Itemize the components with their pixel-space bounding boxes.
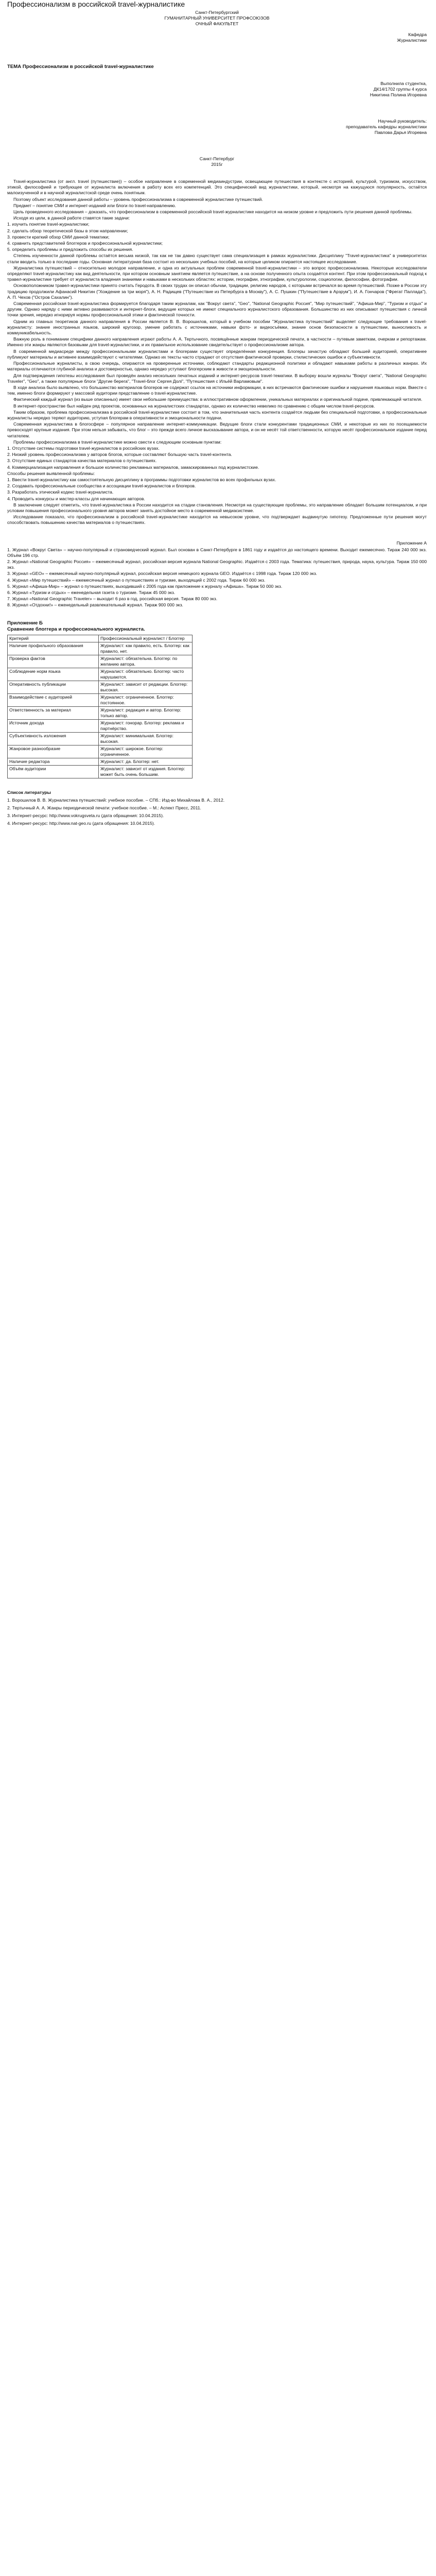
table-row <box>8 668 193 681</box>
appendix-a-item: 4. Журнал «Мир путешествий» – ежемесячный журнал о путешествиях и туризме, выходящий с 2002 года. Тираж 60 000 экз. <box>7 577 266 583</box>
paragraph: Для подтверждения гипотезы исследования был проведён анализ нескольких печатных изданий и интернет-ресурсов travel-тематики. В выборку вошли журналы "Вокруг света", "National Geographic Traveler", "Geo", а также популярные блоги "Другие берега", "Travel-блог Сергея Долі", "Путешествия с Ильёй Варламовым". <box>7 372 427 384</box>
table-row <box>8 706 193 719</box>
table-cell-criterion: Проверка фактов <box>8 655 99 668</box>
appendix-a-label: Приложение А <box>396 540 427 546</box>
appendix-a-item: 6. Журнал «Туризм и отдых» – еженедельная газета о туризме. Тираж 45 000 экз. <box>7 590 176 595</box>
university-header <box>7 10 427 27</box>
paragraph: Проблемы профессионализма в travel-журналистике можно свести к следующим основным пунктам: <box>13 439 222 445</box>
table-cell-criterion: Взаимодействие с аудиторией <box>8 693 99 706</box>
table-cell-criterion: Субъективность изложения <box>8 732 99 745</box>
table-cell-value: Журналист: зависит от издания. Блоггер: может быть очень большим. <box>99 765 193 778</box>
author-line: ДК14/1702 группы 4 курса <box>373 87 427 92</box>
conclusion-section <box>7 502 427 526</box>
task-item: 3. провести краткий обзор СМИ данной тематики; <box>7 234 110 240</box>
solutions-heading: Способы решения выявленной проблемы: <box>7 470 95 476</box>
solution-item: 3. Разработать этический кодекс travel-журналиста. <box>7 489 114 495</box>
advisor-line: преподаватель кафедры журналистики <box>345 124 427 129</box>
table-row <box>8 765 193 778</box>
header-line: ОЧНЫЙ ФАКУЛЬТЕТ <box>195 21 239 26</box>
table-cell-criterion: Ответственность за материал <box>8 706 99 719</box>
table-cell-criterion: Жанровое разнообразие <box>8 745 99 758</box>
topic-heading: ТЕМА Профессионализм в российской travel-журналистике <box>7 64 154 70</box>
paragraph: Исследование показало, что профессионализм в российской travel-журналистике находится на невысоком уровне, что подтверждает выдвинутую гипотезу. Предложенные пути решения могут способствовать повышению качества материалов о путешествиях. <box>7 514 427 526</box>
table-row <box>8 642 193 655</box>
source-item: 3. Интернет-ресурс: http://www.vokrugsveta.ru (дата обращения: 10.04.2015). <box>7 813 164 819</box>
author-line: Никитина Полина Игоревна <box>370 92 427 97</box>
table-cell-value: Журналист: ограниченное. Блоггер: постоянное. <box>99 693 193 706</box>
advisor-line: Научный руководитель: <box>378 118 427 124</box>
table-row <box>8 655 193 668</box>
department-block <box>324 32 427 43</box>
dept-line: Журналистики <box>397 38 427 43</box>
appendix-b-label: Приложение Б <box>7 620 43 626</box>
appendix-a-item: 7. Журнал «National Geographic Traveler» – выходит 6 раз в год, российская версия. Тираж 80 000 экз. <box>7 596 218 602</box>
author-block <box>303 81 427 98</box>
paragraph: Журналистика путешествий – относительно молодое направление, и одна из актуальных проблем современной travel-журналистики – это вопрос профессионализма. Некоторые исследователи определяют travel-журналистику как вид деятельности, при котором основным занятием является путешествие, а на основе полученного опыта создаётся контент. При этом профессиональный подход к травел-журналистике требует от журналиста владения знаниями и навыками в нескольких областях: истории, географии, этнографии, культурологии, социологии, философии, фотографии. <box>7 265 427 282</box>
city-year <box>7 156 427 167</box>
body-section-1 <box>7 179 427 221</box>
body-section-2 <box>7 253 427 445</box>
table-row <box>8 745 193 758</box>
solution-item: 4. Проводить конкурсы и мастер-классы для начинающих авторов. <box>7 496 145 501</box>
document-page <box>0 0 436 827</box>
appendix-a-item: 5. Журнал «Афиша-Мир» – журнал о путешествиях, выходивший с 2005 года как приложение к журналу «Афиша». Тираж 50 000 экз. <box>7 583 283 589</box>
appendix-a-item: 1. Журнал «Вокруг Света» – научно-популярный и страноведческий журнал. Был основан в Санкт-Петербурге в 1861 году и издаётся до настоящего времени. Выходит ежемесячно. Тираж 240 000 экз. Объём 196 стр. <box>7 547 427 558</box>
task-item: 4. сравнить представителей блоггеров и профессиональной журналистики; <box>7 241 163 246</box>
solution-item: 2. Создавать профессиональные сообщества и ассоциации travel-журналистов и блогеров. <box>7 483 196 489</box>
document-title: Профессионализм в российской travel-журналистике <box>7 0 185 8</box>
paragraph: В заключение следует отметить, что travel-журналистика в России находится на стадии становления. Несмотря на существующие проблемы, это направление обладает большим потенциалом, и при условии повышения профессионального уровня авторов может занять достойное место в современной медиасистеме. <box>7 502 427 513</box>
table-cell-value: Журналист: зависит от редакции. Блоггер: высокая. <box>99 681 193 693</box>
source-item: 2. Тертычный А. А. Жанры периодической печати: учебное пособие. – М.: Аспект Пресс, 2011. <box>7 805 201 811</box>
table-cell-criterion: Критерий <box>8 635 99 642</box>
paragraph: Travel-журналистика (от англ. travel (путешествие)) – особое направление в современной медиаиндустрии, освещающее путешествия в контексте с историей, культурой, туризмом, искусством, этикой, философией и требующее от журналиста включения в работу всех его компетенций. Это специфический вид журналистики, который, несмотря на кажущуюся популярность, остаётся малоизученной и в научной журналистской среде очень понятным. <box>7 179 427 196</box>
task-list <box>7 222 427 252</box>
table-cell-value: Журналист: редакция и автор. Блоггер: только автор. <box>99 706 193 719</box>
table-cell-value: Профессиональный журналист / Блоггер <box>99 635 193 642</box>
table-cell-value: Журналист: гонорар. Блоггер: реклама и партнёрство. <box>99 719 193 732</box>
table-cell-value: Журналист: широкое. Блоггер: ограниченное. <box>99 745 193 758</box>
solution-item: 1. Ввести travel-журналистику как самостоятельную дисциплину в программы подготовки журналистов во всех профильных вузах. <box>7 477 276 482</box>
appendix-a-item: 2. Журнал «National Geographic Россия» – ежемесячный журнал, российская версия журнала National Geographic. Издаётся с 2003 года. Тематика: путешествия, природа, наука, культура. Тираж 150 000 экз. <box>7 558 427 570</box>
paragraph: Важную роль в понимании специфики данного направления играют работы А. А. Тертычного, посвящённые жанрам периодической печати, в частности – путевым заметкам, очеркам и репортажам. Именно эти жанры являются базовыми для travel-журналистики, и их правильное использование свидетельствует о профессионализме автора. <box>7 336 427 348</box>
problem-item: 2. Низкий уровень профессионализма у авторов блогов, которые составляют большую часть travel-контента. <box>7 452 232 457</box>
advisor-block <box>293 118 427 135</box>
appendix-a-item: 3. Журнал «GEO» – ежемесячный научно-популярный журнал, российская версия немецкого журнала GEO. Издаётся с 1998 года. Тираж 120 000 экз. <box>7 571 318 577</box>
paragraph: Одним из главных теоретиков данного направления в России является В. В. Ворошилов, который в учебном пособии "Журналистика путешествий" выделяет следующие требования к travel-журналисту: знание иностранных языков, широкий кругозор, умение работать с источниками, навыки фото- и видеосъёмки, знание основ безопасности в путешествии, выносливость и коммуникабельность. <box>7 318 427 336</box>
task-item: 5. определить проблемы и предложить способы их решения. <box>7 247 133 252</box>
table-row <box>8 693 193 706</box>
paragraph: Фактический каждый журнал (из выше описанных) имеет свои небольшие преимущества: в иллюстративном оформлении, уникальных материалах и оригинальной подаче, привлекающей читателя. <box>13 397 423 402</box>
paragraph: Таким образом, проблема профессионализма в российской travel-журналистике состоит в том, что значительная часть контента создаётся людьми без специальной подготовки, а профессиональные журналисты нередко теряют аудиторию, уступая блогерам в оперативности и эмоциональности подачи. <box>7 409 427 420</box>
paragraph: Степень изученности данной проблемы остаётся весьма низкой, так как не так давно существует сама специализация в рамках журналистики. Дисциплину "Travel-журналистика" в университетах стали вводить только в последние годы. Основная литературная база состоит из нескольких учебных пособий, на которые целиком опирается настоящее исследование. <box>7 253 427 264</box>
paragraph: Основоположником травел-журналистики принято считать Геродота. В своих трудах он описал обычаи, традиции, религию народов, с которыми встречался во время путешествий. Позже в России эту традицию продолжили Афанасий Никитин ("Хождение за три моря"), А. Н. Радищев ("Путешествие из Петербурга в Москву"), А. С. Пушкин ("Путешествие в Арзрум"), И. А. Гончаров ("Фрегат Паллада"), А. П. Чехов ("Остров Сахалин"). <box>7 283 427 300</box>
table-cell-value: Журналист: обязательна. Блоггер: по желанию автора. <box>99 655 193 668</box>
appendix-a-item: 8. Журнал «Отдохни!» – еженедельный развлекательный журнал. Тираж 900 000 экз. <box>7 602 183 608</box>
paragraph: В интернет-пространстве был найден ряд проектов, основанных на журналистских стандартах, однако их количество невелико по сравнению с общим числом travel-ресурсов. <box>13 403 375 409</box>
table-cell-criterion: Наличие профильного образования <box>8 642 99 655</box>
paragraph: Поэтому объект исследования данной работы – уровень профессионализма в современной журналистике путешествий. <box>13 196 263 202</box>
source-item: 4. Интернет-ресурс: http://www.nat-geo.ru (дата обращения: 10.04.2015). <box>7 821 155 826</box>
paragraph: Современная журналистика в блогосфере – популярное направление интернет-коммуникации. Ведущие блоги стали конкурентами традиционных СМИ, и некоторые из них по посещаемости превосходят крупные издания. При этом нельзя забывать, что блог – это прежде всего личное высказывание автора, и он не несёт той ответственности, которую несёт профессиональное издание перед читателем. <box>7 421 427 438</box>
table-cell-criterion: Соблюдение норм языка <box>8 668 99 681</box>
solution-list <box>7 477 427 502</box>
problem-item: 1. Отсутствие системы подготовки travel-журналистов в российских вузах. <box>7 445 160 451</box>
sources-section <box>7 790 427 827</box>
task-item: 1. изучить понятие travel-журналистики; <box>7 222 90 227</box>
table-cell-criterion: Источник дохода <box>8 719 99 732</box>
paragraph: Современная российская travel-журналистика формируется благодаря таким журналам, как "Вокруг света", "Geo", "National Geographic Россия", "Мир путешествий", "Афиша-Мир", "Туризм и отдых" и другим. Однако наряду с ними активно развиваются и интернет-блоги, ведущие которых не имеют специального журналистского образования. Большинство из них описывают путешествия с личной точки зрения, нередко игнорируя нормы профессиональной этики и фактической точности. <box>7 301 427 318</box>
table-cell-criterion: Объём аудитории <box>8 765 99 778</box>
appendix-a-label-wrap <box>7 538 427 547</box>
task-item: 2. сделать обзор теоретической базы в этом направлении; <box>7 228 128 233</box>
header-line: ГУМАНИТАРНЫЙ УНИВЕРСИТЕТ ПРОФСОЮЗОВ <box>164 15 270 21</box>
comparison-table <box>7 635 193 778</box>
source-item: 1. Ворошилов В. В. Журналистика путешествий: учебное пособие. – СПб.: Изд-во Михайлова В. А., 2012. <box>7 797 225 803</box>
dept-line: Кафедра <box>408 32 427 37</box>
paragraph: Цель проведенного исследования – доказать, что профессионализм в современной российской travel-журналистике находится на низком уровне и предложить пути решения данной проблемы. <box>13 209 413 215</box>
table-row <box>8 758 193 765</box>
table-cell-value: Журналист: обязательно. Блоггер: часто нарушаются. <box>99 668 193 681</box>
table-cell-value: Журналист: да. Блоггер: нет. <box>99 758 193 765</box>
problem-list <box>7 446 427 470</box>
paragraph: Профессиональные журналисты, в свою очередь, опираются на проверенные источники, соблюдают стандарты редакционной политики и обладают навыками работы в различных жанрах. Их материалы отличаются глубиной анализа и достоверностью, однако нередко уступают блогерским в живости и эмоциональности. <box>7 361 427 372</box>
table-row <box>8 732 193 745</box>
paragraph: В ходе анализа было выявлено, что большинство материалов блогеров не содержат ссылок на источники информации, в них встречаются фактические ошибки и нарушения языковых норм. Вместе с тем, именно блоги формируют у массовой аудитории представление о travel-журналистике. <box>7 384 427 396</box>
table-cell-value: Журналист: как правило, есть. Блоггер: как правило, нет. <box>99 642 193 655</box>
table-row <box>8 681 193 693</box>
problem-item: 3. Отсутствие единых стандартов качества материалов о путешествиях. <box>7 458 157 464</box>
table-cell-criterion: Оперативность публикации <box>8 681 99 693</box>
problem-item: 4. Коммерциализация направления и большое количество рекламных материалов, замаскированных под журналистские. <box>7 464 259 470</box>
paragraph: В современной медиасреде между профессиональными журналистами и блогерами существует определённая конкуренция. Блогеры зачастую обладают большей аудиторией, оперативнее публикуют материалы и активнее взаимодействуют с читателями. Однако их тексты часто страдают от отсутствия фактической проверки, стилистических ошибок и субъективности. <box>7 348 427 360</box>
table-cell-value: Журналист: минимальная. Блоггер: высокая. <box>99 732 193 745</box>
table-cell-criterion: Наличие редактора <box>8 758 99 765</box>
paragraph: Предмет – понятие СМИ и интернет-изданий или блоги по travel-направлению. <box>13 202 176 208</box>
table-row <box>8 635 193 642</box>
appendix-a-list <box>7 547 427 608</box>
paragraph: Исходя из цели, в данной работе ставятся такие задачи: <box>13 215 130 221</box>
header-line: Санкт-Петербургский <box>195 10 239 15</box>
sources-label: Список литературы <box>7 789 51 795</box>
table-row <box>8 719 193 732</box>
year: 2015г <box>211 162 223 167</box>
author-line: Выполнила студентка, <box>380 81 427 86</box>
advisor-line: Павлова Дарья Игоревна <box>374 130 427 135</box>
appendix-b-title: Сравнение блоггера и профессионального журналиста. <box>7 626 145 632</box>
city: Санкт-Петербург <box>199 156 235 161</box>
